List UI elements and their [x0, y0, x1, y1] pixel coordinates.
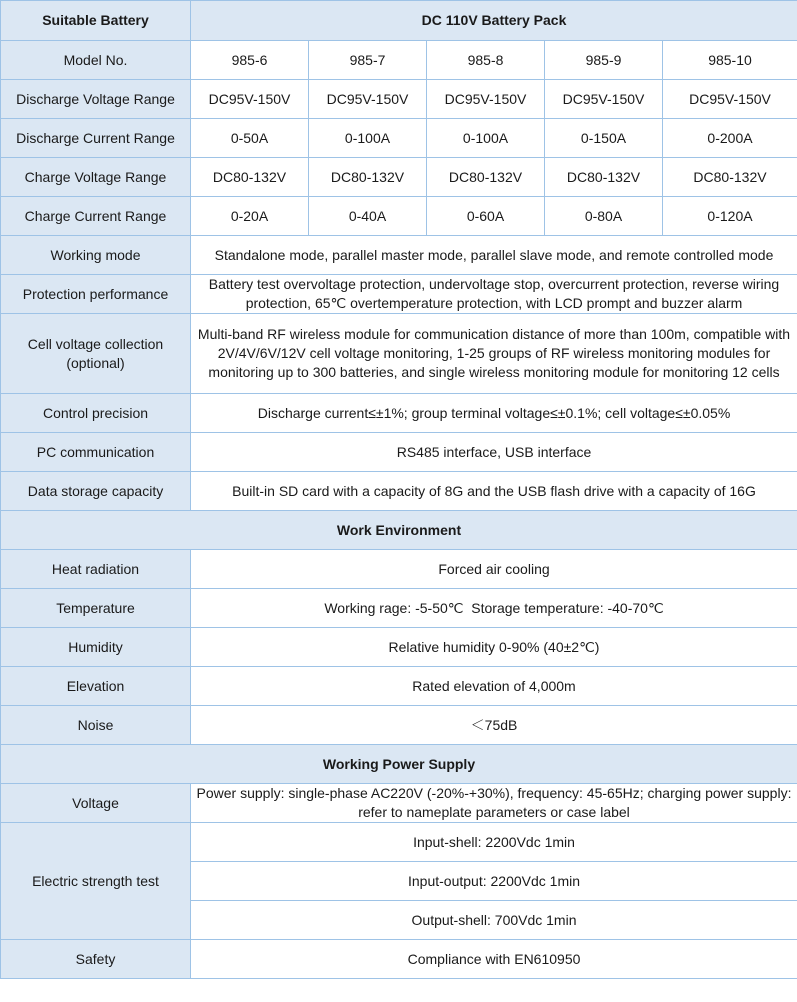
table-cell: Discharge current≤±1%; group terminal voltage≤±0.1%; cell voltage≤±0.05% — [191, 394, 797, 433]
table-cell: Built-in SD card with a capacity of 8G and the USB flash drive with a capacity of 16G — [191, 472, 797, 511]
table-cell: Rated elevation of 4,000m — [191, 667, 797, 706]
table-row — [1, 667, 797, 706]
table-cell: Compliance with EN610950 — [191, 940, 797, 979]
table-cell: DC80-132V — [191, 158, 309, 197]
row-label: Temperature — [1, 589, 191, 628]
header-battery-pack: DC 110V Battery Pack — [191, 1, 797, 41]
table-cell: DC80-132V — [427, 158, 545, 197]
table-cell: DC80-132V — [545, 158, 663, 197]
row-label: Discharge Current Range — [1, 119, 191, 158]
table-row — [1, 236, 797, 275]
table-cell: 0-60A — [427, 197, 545, 236]
table-cell: DC95V-150V — [309, 80, 427, 119]
row-label: Model No. — [1, 41, 191, 80]
row-label: Elevation — [1, 667, 191, 706]
section-title-work-environment: Work Environment — [1, 511, 797, 550]
table-cell: Output-shell: 700Vdc 1min — [191, 901, 797, 940]
row-label: Control precision — [1, 394, 191, 433]
row-label: Humidity — [1, 628, 191, 667]
row-label: PC communication — [1, 433, 191, 472]
table-cell: 0-100A — [427, 119, 545, 158]
row-label: Discharge Voltage Range — [1, 80, 191, 119]
table-cell: DC95V-150V — [545, 80, 663, 119]
table-cell: Battery test overvoltage protection, undervoltage stop, overcurrent protection, reverse wiring protection, 65℃ overtemperature protection, with LCD prompt and buzzer alarm — [191, 275, 797, 314]
table-cell: 985-9 — [545, 41, 663, 80]
section-title-working-power-supply: Working Power Supply — [1, 745, 797, 784]
table-cell: DC80-132V — [309, 158, 427, 197]
table-row — [1, 589, 797, 628]
table-row — [1, 472, 797, 511]
row-label: Cell voltage collection (optional) — [1, 314, 191, 394]
header-suitable-battery: Suitable Battery — [1, 1, 191, 41]
row-label: Noise — [1, 706, 191, 745]
row-label: Voltage — [1, 784, 191, 823]
table-cell: DC95V-150V — [191, 80, 309, 119]
table-cell: 0-80A — [545, 197, 663, 236]
section-header-row — [1, 745, 797, 784]
section-header-row — [1, 511, 797, 550]
table-row — [1, 706, 797, 745]
table-row — [1, 823, 797, 862]
row-label: Protection performance — [1, 275, 191, 314]
row-label: Data storage capacity — [1, 472, 191, 511]
table-row — [1, 550, 797, 589]
table-row — [1, 119, 797, 158]
table-cell: Input-shell: 2200Vdc 1min — [191, 823, 797, 862]
table-row — [1, 41, 797, 80]
table-row — [1, 940, 797, 979]
table-cell: Power supply: single-phase AC220V (-20%-+30%), frequency: 45-65Hz; charging power supply: refer to nameplate parameters or case label — [191, 784, 797, 823]
table-cell: 0-200A — [663, 119, 797, 158]
table-row — [1, 433, 797, 472]
table-row — [1, 197, 797, 236]
table-row — [1, 394, 797, 433]
table-cell: 0-150A — [545, 119, 663, 158]
table-cell: ＜75dB — [191, 706, 797, 745]
table-cell: DC95V-150V — [427, 80, 545, 119]
row-label: Charge Current Range — [1, 197, 191, 236]
table-cell: Relative humidity 0-90% (40±2℃) — [191, 628, 797, 667]
table-cell: Input-output: 2200Vdc 1min — [191, 862, 797, 901]
header-row — [1, 1, 797, 41]
table-row — [1, 158, 797, 197]
table-cell: 985-6 — [191, 41, 309, 80]
table-cell: 0-40A — [309, 197, 427, 236]
row-label: Charge Voltage Range — [1, 158, 191, 197]
table-cell: 0-100A — [309, 119, 427, 158]
table-cell: Forced air cooling — [191, 550, 797, 589]
table-cell: Multi-band RF wireless module for communication distance of more than 100m, compatible with 2V/4V/6V/12V cell voltage monitoring, 1-25 groups of RF wireless monitoring modules for monitoring up to 300 batteries, and single wireless monitoring module for monitoring 12 cells — [191, 314, 797, 394]
table-row — [1, 784, 797, 823]
table-cell: 985-7 — [309, 41, 427, 80]
table-cell: 985-8 — [427, 41, 545, 80]
table-cell: Working rage: -5-50℃ Storage temperature: -40-70℃ — [191, 589, 797, 628]
table-cell: DC80-132V — [663, 158, 797, 197]
row-label: Heat radiation — [1, 550, 191, 589]
row-label: Safety — [1, 940, 191, 979]
table-cell: 0-50A — [191, 119, 309, 158]
table-cell: RS485 interface, USB interface — [191, 433, 797, 472]
table-cell: 0-120A — [663, 197, 797, 236]
table-cell: 985-10 — [663, 41, 797, 80]
table-cell: DC95V-150V — [663, 80, 797, 119]
table-row — [1, 314, 797, 394]
table-row — [1, 80, 797, 119]
table-row — [1, 275, 797, 314]
row-label: Working mode — [1, 236, 191, 275]
table-cell: Standalone mode, parallel master mode, parallel slave mode, and remote controlled mode — [191, 236, 797, 275]
row-label: Electric strength test — [1, 823, 191, 940]
table-cell: 0-20A — [191, 197, 309, 236]
table-row — [1, 628, 797, 667]
